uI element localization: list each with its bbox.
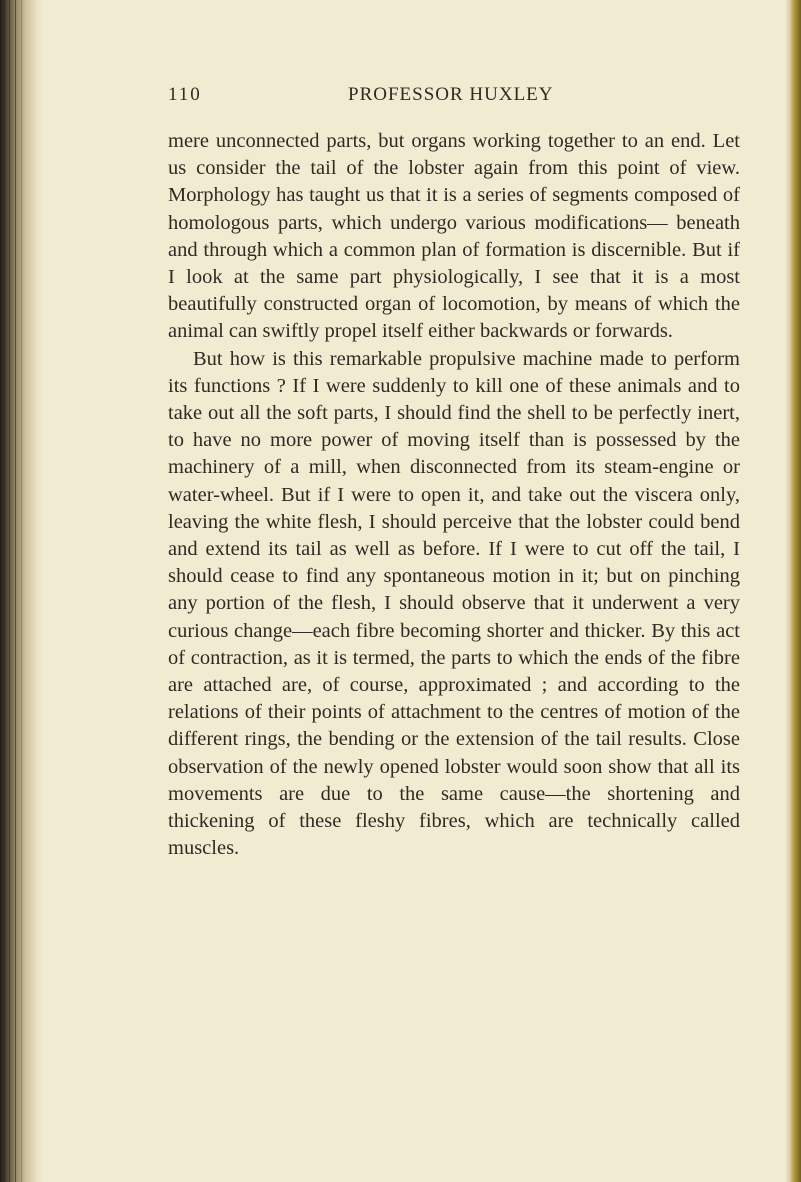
page-edge-right [785,0,801,1182]
body-text [168,128,740,862]
running-head: PROFESSOR HUXLEY [348,84,554,105]
book-spine-shadow [0,0,42,1182]
paragraph-2: But how is this remarkable propulsive machine made to perform its functions ? If I were suddenly to kill one of these animals and to take out all the soft parts, I should find the shell to be perfectly inert, to have no more power of moving itself than is possessed by the machinery of a mill, when disconnected from its steam-engine or water-wheel. But if I were to open it, and take out the viscera only, leaving the white flesh, I should perceive that the lobster could bend and extend its tail as well as before. If I were to cut off the tail, I should cease to find any spontaneous motion in it; but on pinching any portion of the flesh, I should observe that it underwent a very curious change—each fibre becoming shorter and thicker. By this act of contraction, as it is termed, the parts to which the ends of the fibre are attached are, of course, approximated ; and according to the relations of their points of attachment to the centres of motion of the different rings, the bending or the extension of the tail results. Close observation of the newly opened lobster would soon show that all its movements are due to the same cause—the shortening and thickening of these fleshy fibres, which are technically called muscles. [168,347,740,860]
page-number: 110 [168,84,202,105]
page-header [0,84,801,110]
paragraph-1: mere unconnected parts, but organs working together to an end. Let us consider the tail of the lobster again from this point of view. Morphology has taught us that it is a series of segments composed of homologous parts, which undergo various modifications— beneath and through which a common plan of formation is discernible. But if I look at the same part physiologically, I see that it is a most beautifully constructed organ of locomotion, by means of which the animal can swiftly propel itself either backwards or forwards. [168,130,740,343]
